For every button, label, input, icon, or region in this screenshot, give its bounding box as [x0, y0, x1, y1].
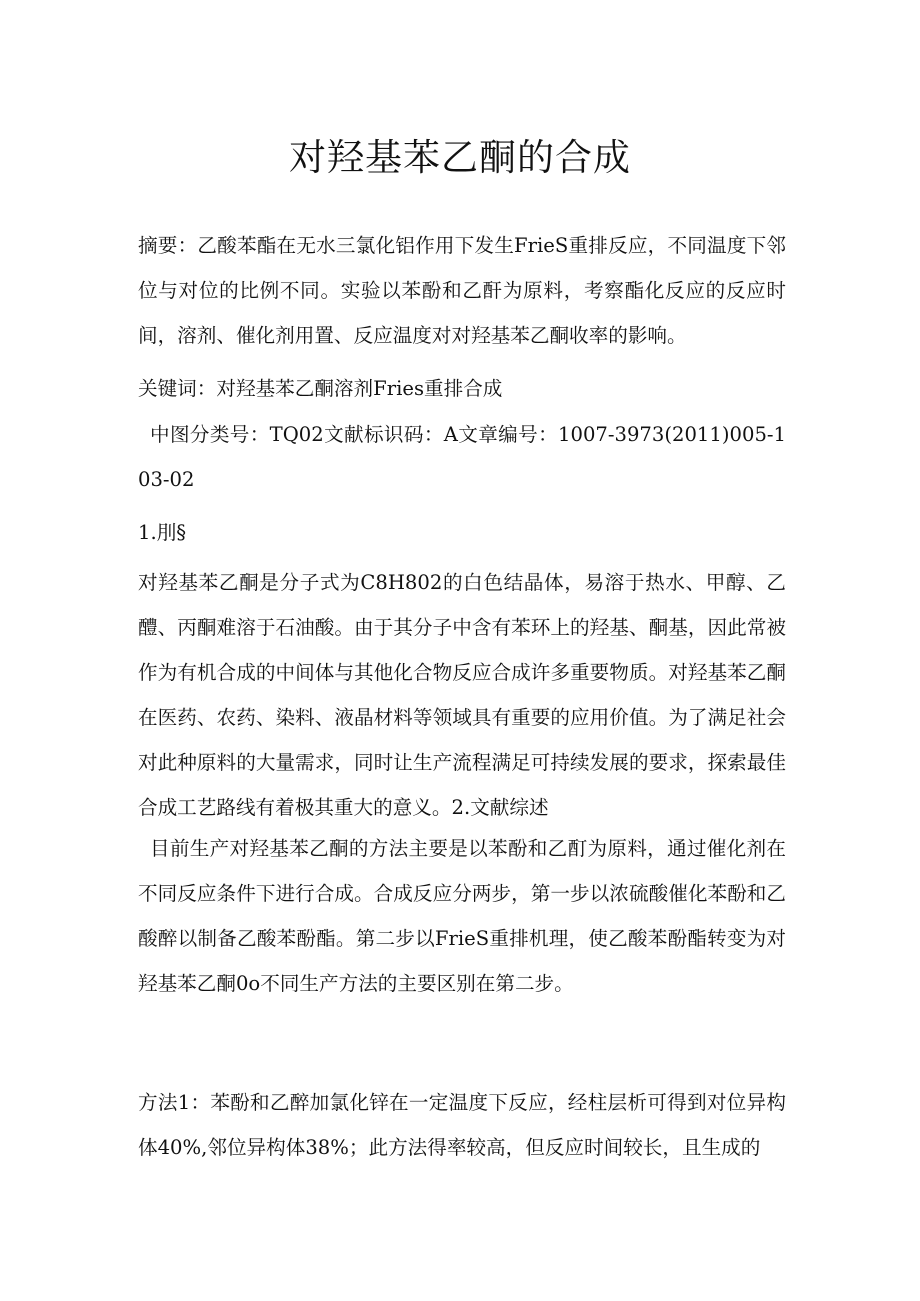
section-1-heading: 1.刖§ [138, 521, 187, 544]
abstract-paragraph: 摘要：乙酸苯酯在无水三氯化铝作用下发生FrieS重排反应，不同温度下邻位与对位的比例不同。实验以苯酚和乙酐为原料，考察酯化反应的反应时间，溶剂、催化剂用置、反应温度对对羟基苯乙酮收率的影响。 [138, 234, 786, 347]
document-title: 对羟基苯乙酮的合成 [289, 136, 631, 179]
classification-line: 中图分类号：TQ02文献标识码：A文章编号：1007-3973(2011)005-103-02 [138, 423, 786, 491]
method-1-paragraph: 方法1：苯酚和乙醉加氯化锌在一定温度下反应，经柱层析可得到对位异构体40%,邻位异构体38%；此方法得率较高，但反应时间较长，且生成的 [138, 1091, 786, 1159]
literature-review-paragraph: 目前生产对羟基苯乙酮的方法主要是以苯酚和乙酊为原料，通过催化剂在不同反应条件下进行合成。合成反应分两步，第一步以浓硫酸催化苯酚和乙酸醉以制备乙酸苯酚酯。第二步以FrieS重排机理，使乙酸苯酚酯转变为对羟基苯乙酮0o不同生产方法的主要区别在第二步。 [138, 837, 786, 995]
introduction-paragraph: 对羟基苯乙酮是分子式为C8H802的白色结晶体，易溶于热水、甲醇、乙醴、丙酮难溶于石油酸。由于其分子中含有苯环上的羟基、酮基，因此常被作为有机合成的中间体与其他化合物反应合成许多重要物质。对羟基苯乙酮在医药、农药、染料、液晶材料等领域具有重要的应用价值。为了满足社会对此种原料的大量需求，同时让生产流程满足可持续发展的要求，探索最佳合成工艺路线有着极其重大的意义。2.文献综述 [138, 571, 786, 819]
keywords-line: 关键词：对羟基苯乙酮溶剂Fries重排合成 [138, 377, 503, 400]
